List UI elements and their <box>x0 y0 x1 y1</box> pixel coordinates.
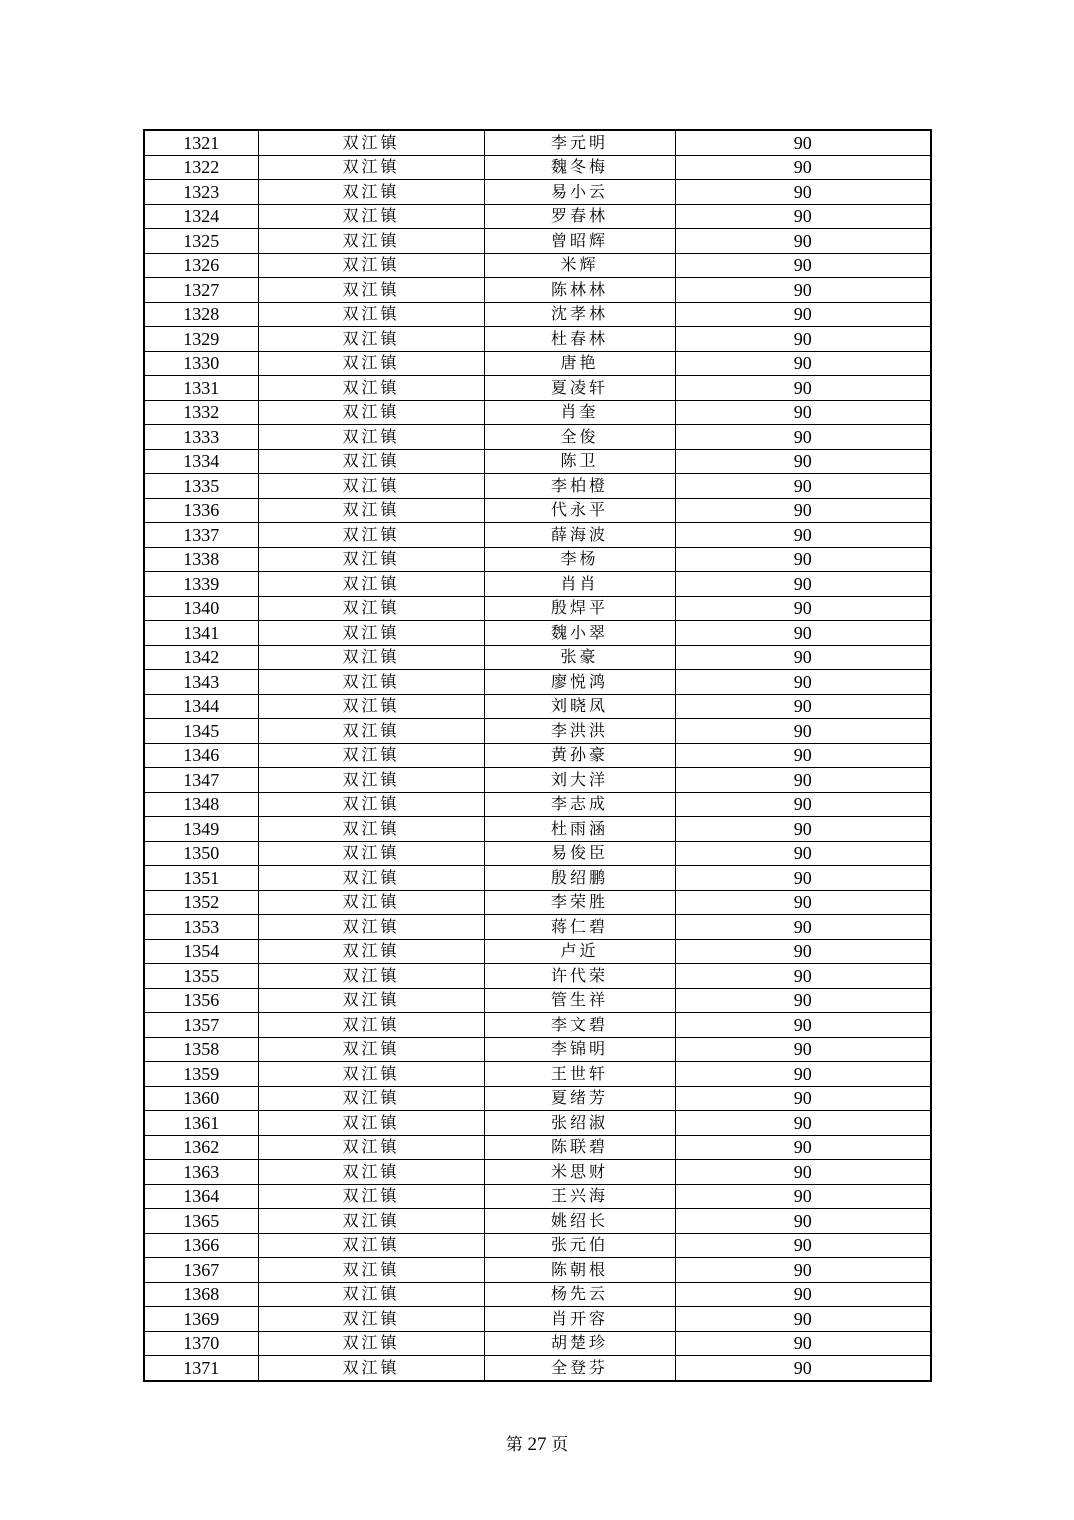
row-number-cell: 1359 <box>144 1062 258 1087</box>
row-number-cell: 1344 <box>144 694 258 719</box>
score-cell: 90 <box>675 302 931 327</box>
score-cell: 90 <box>675 1086 931 1111</box>
person-name-cell: 陈朝根 <box>484 1258 675 1283</box>
person-name-cell: 黄孙豪 <box>484 743 675 768</box>
table-row <box>144 890 931 915</box>
row-number-cell: 1366 <box>144 1233 258 1258</box>
score-cell: 90 <box>675 768 931 793</box>
score-cell: 90 <box>675 866 931 891</box>
town-cell: 双江镇 <box>258 1086 484 1111</box>
row-number-cell: 1330 <box>144 351 258 376</box>
score-cell: 90 <box>675 474 931 499</box>
town-cell: 双江镇 <box>258 768 484 793</box>
town-cell: 双江镇 <box>258 694 484 719</box>
person-name-cell: 魏小翠 <box>484 621 675 646</box>
row-number-cell: 1322 <box>144 155 258 180</box>
person-name-cell: 张绍淑 <box>484 1111 675 1136</box>
score-cell: 90 <box>675 449 931 474</box>
row-number-cell: 1368 <box>144 1282 258 1307</box>
score-cell: 90 <box>675 1062 931 1087</box>
town-cell: 双江镇 <box>258 425 484 450</box>
town-cell: 双江镇 <box>258 180 484 205</box>
row-number-cell: 1340 <box>144 596 258 621</box>
table-row <box>144 351 931 376</box>
town-cell: 双江镇 <box>258 449 484 474</box>
table-row <box>144 645 931 670</box>
score-cell: 90 <box>675 964 931 989</box>
score-cell: 90 <box>675 890 931 915</box>
person-name-cell: 李文碧 <box>484 1013 675 1038</box>
town-cell: 双江镇 <box>258 719 484 744</box>
score-cell: 90 <box>675 1356 931 1381</box>
table-row <box>144 130 931 155</box>
row-number-cell: 1357 <box>144 1013 258 1038</box>
person-name-cell: 肖奎 <box>484 400 675 425</box>
table-row <box>144 621 931 646</box>
person-name-cell: 李锦明 <box>484 1037 675 1062</box>
row-number-cell: 1325 <box>144 229 258 254</box>
score-cell: 90 <box>675 376 931 401</box>
row-number-cell: 1336 <box>144 498 258 523</box>
person-name-cell: 易俊臣 <box>484 841 675 866</box>
person-name-cell: 李荣胜 <box>484 890 675 915</box>
row-number-cell: 1370 <box>144 1331 258 1356</box>
table-row <box>144 1160 931 1185</box>
person-name-cell: 刘大洋 <box>484 768 675 793</box>
town-cell: 双江镇 <box>258 327 484 352</box>
town-cell: 双江镇 <box>258 1331 484 1356</box>
row-number-cell: 1343 <box>144 670 258 695</box>
person-name-cell: 代永平 <box>484 498 675 523</box>
row-number-cell: 1367 <box>144 1258 258 1283</box>
table-row <box>144 425 931 450</box>
town-cell: 双江镇 <box>258 939 484 964</box>
row-number-cell: 1347 <box>144 768 258 793</box>
person-name-cell: 米思财 <box>484 1160 675 1185</box>
row-number-cell: 1356 <box>144 988 258 1013</box>
table-row <box>144 1331 931 1356</box>
person-name-cell: 胡楚珍 <box>484 1331 675 1356</box>
town-cell: 双江镇 <box>258 915 484 940</box>
table-row <box>144 694 931 719</box>
row-number-cell: 1331 <box>144 376 258 401</box>
score-cell: 90 <box>675 939 931 964</box>
town-cell: 双江镇 <box>258 1282 484 1307</box>
score-cell: 90 <box>675 180 931 205</box>
table-body <box>144 130 931 1381</box>
score-cell: 90 <box>675 1282 931 1307</box>
town-cell: 双江镇 <box>258 792 484 817</box>
town-cell: 双江镇 <box>258 1160 484 1185</box>
person-name-cell: 肖开容 <box>484 1307 675 1332</box>
town-cell: 双江镇 <box>258 596 484 621</box>
town-cell: 双江镇 <box>258 130 484 155</box>
row-number-cell: 1348 <box>144 792 258 817</box>
score-cell: 90 <box>675 596 931 621</box>
score-cell: 90 <box>675 253 931 278</box>
score-cell: 90 <box>675 694 931 719</box>
person-name-cell: 殷焊平 <box>484 596 675 621</box>
table-row <box>144 523 931 548</box>
town-cell: 双江镇 <box>258 841 484 866</box>
person-name-cell: 肖肖 <box>484 572 675 597</box>
score-cell: 90 <box>675 572 931 597</box>
person-name-cell: 许代荣 <box>484 964 675 989</box>
town-cell: 双江镇 <box>258 621 484 646</box>
score-cell: 90 <box>675 425 931 450</box>
score-cell: 90 <box>675 327 931 352</box>
table-row <box>144 1307 931 1332</box>
person-name-cell: 杜春林 <box>484 327 675 352</box>
table-row <box>144 1258 931 1283</box>
table-row <box>144 1233 931 1258</box>
town-cell: 双江镇 <box>258 645 484 670</box>
row-number-cell: 1362 <box>144 1135 258 1160</box>
town-cell: 双江镇 <box>258 278 484 303</box>
row-number-cell: 1364 <box>144 1184 258 1209</box>
person-name-cell: 张豪 <box>484 645 675 670</box>
row-number-cell: 1324 <box>144 204 258 229</box>
row-number-cell: 1352 <box>144 890 258 915</box>
person-name-cell: 姚绍长 <box>484 1209 675 1234</box>
table-row <box>144 400 931 425</box>
person-name-cell: 杨先云 <box>484 1282 675 1307</box>
table-row <box>144 768 931 793</box>
town-cell: 双江镇 <box>258 1356 484 1381</box>
table-row <box>144 253 931 278</box>
town-cell: 双江镇 <box>258 1135 484 1160</box>
table-row <box>144 1111 931 1136</box>
row-number-cell: 1329 <box>144 327 258 352</box>
town-cell: 双江镇 <box>258 743 484 768</box>
town-cell: 双江镇 <box>258 400 484 425</box>
row-number-cell: 1339 <box>144 572 258 597</box>
table-row <box>144 915 931 940</box>
town-cell: 双江镇 <box>258 890 484 915</box>
table-row <box>144 866 931 891</box>
score-cell: 90 <box>675 988 931 1013</box>
town-cell: 双江镇 <box>258 351 484 376</box>
town-cell: 双江镇 <box>258 376 484 401</box>
score-cell: 90 <box>675 621 931 646</box>
table-row <box>144 596 931 621</box>
score-cell: 90 <box>675 1233 931 1258</box>
table-row <box>144 792 931 817</box>
score-cell: 90 <box>675 1331 931 1356</box>
person-name-cell: 李元明 <box>484 130 675 155</box>
person-name-cell: 李柏橙 <box>484 474 675 499</box>
person-name-cell: 陈林林 <box>484 278 675 303</box>
row-number-cell: 1341 <box>144 621 258 646</box>
row-number-cell: 1358 <box>144 1037 258 1062</box>
row-number-cell: 1338 <box>144 547 258 572</box>
person-name-cell: 殷绍鹏 <box>484 866 675 891</box>
table-row <box>144 155 931 180</box>
table-row <box>144 1013 931 1038</box>
row-number-cell: 1354 <box>144 939 258 964</box>
score-cell: 90 <box>675 1135 931 1160</box>
score-cell: 90 <box>675 1013 931 1038</box>
town-cell: 双江镇 <box>258 302 484 327</box>
score-cell: 90 <box>675 1209 931 1234</box>
table-row <box>144 841 931 866</box>
person-name-cell: 张元伯 <box>484 1233 675 1258</box>
score-cell: 90 <box>675 1111 931 1136</box>
table-row <box>144 327 931 352</box>
town-cell: 双江镇 <box>258 474 484 499</box>
table-row <box>144 988 931 1013</box>
town-cell: 双江镇 <box>258 866 484 891</box>
row-number-cell: 1371 <box>144 1356 258 1381</box>
table-row <box>144 376 931 401</box>
table-row <box>144 670 931 695</box>
person-name-cell: 杜雨涵 <box>484 817 675 842</box>
table-row <box>144 474 931 499</box>
town-cell: 双江镇 <box>258 204 484 229</box>
town-cell: 双江镇 <box>258 229 484 254</box>
score-cell: 90 <box>675 1307 931 1332</box>
table-row <box>144 1135 931 1160</box>
table-row <box>144 817 931 842</box>
table-row <box>144 572 931 597</box>
score-cell: 90 <box>675 155 931 180</box>
person-name-cell: 李洪洪 <box>484 719 675 744</box>
row-number-cell: 1335 <box>144 474 258 499</box>
table-row <box>144 1062 931 1087</box>
person-name-cell: 蒋仁碧 <box>484 915 675 940</box>
person-name-cell: 曾昭辉 <box>484 229 675 254</box>
score-cell: 90 <box>675 915 931 940</box>
page-number: 27 <box>527 1434 547 1455</box>
town-cell: 双江镇 <box>258 155 484 180</box>
person-name-cell: 罗春林 <box>484 204 675 229</box>
table-row <box>144 449 931 474</box>
table-row <box>144 547 931 572</box>
score-cell: 90 <box>675 130 931 155</box>
town-cell: 双江镇 <box>258 1037 484 1062</box>
score-cell: 90 <box>675 817 931 842</box>
row-number-cell: 1326 <box>144 253 258 278</box>
town-cell: 双江镇 <box>258 964 484 989</box>
person-name-cell: 全登芬 <box>484 1356 675 1381</box>
row-number-cell: 1351 <box>144 866 258 891</box>
town-cell: 双江镇 <box>258 1013 484 1038</box>
town-cell: 双江镇 <box>258 1233 484 1258</box>
score-cell: 90 <box>675 498 931 523</box>
table-row <box>144 1086 931 1111</box>
table-row <box>144 719 931 744</box>
score-cell: 90 <box>675 841 931 866</box>
person-name-cell: 陈卫 <box>484 449 675 474</box>
town-cell: 双江镇 <box>258 1209 484 1234</box>
row-number-cell: 1350 <box>144 841 258 866</box>
row-number-cell: 1355 <box>144 964 258 989</box>
score-cell: 90 <box>675 204 931 229</box>
table-row <box>144 1037 931 1062</box>
table-row <box>144 1282 931 1307</box>
person-name-cell: 唐艳 <box>484 351 675 376</box>
town-cell: 双江镇 <box>258 1111 484 1136</box>
table-row <box>144 1184 931 1209</box>
page-prefix: 第 <box>505 1435 523 1455</box>
table-row <box>144 278 931 303</box>
table-row <box>144 302 931 327</box>
row-number-cell: 1345 <box>144 719 258 744</box>
score-cell: 90 <box>675 670 931 695</box>
town-cell: 双江镇 <box>258 1062 484 1087</box>
table-row <box>144 964 931 989</box>
data-table <box>143 129 932 1382</box>
person-name-cell: 夏凌轩 <box>484 376 675 401</box>
row-number-cell: 1332 <box>144 400 258 425</box>
person-name-cell: 米辉 <box>484 253 675 278</box>
town-cell: 双江镇 <box>258 670 484 695</box>
row-number-cell: 1365 <box>144 1209 258 1234</box>
person-name-cell: 王世轩 <box>484 1062 675 1087</box>
town-cell: 双江镇 <box>258 1307 484 1332</box>
score-cell: 90 <box>675 351 931 376</box>
person-name-cell: 全俊 <box>484 425 675 450</box>
person-name-cell: 李杨 <box>484 547 675 572</box>
town-cell: 双江镇 <box>258 498 484 523</box>
score-cell: 90 <box>675 278 931 303</box>
person-name-cell: 陈联碧 <box>484 1135 675 1160</box>
person-name-cell: 管生祥 <box>484 988 675 1013</box>
person-name-cell: 魏冬梅 <box>484 155 675 180</box>
table-row <box>144 939 931 964</box>
table-row <box>144 498 931 523</box>
town-cell: 双江镇 <box>258 572 484 597</box>
row-number-cell: 1353 <box>144 915 258 940</box>
town-cell: 双江镇 <box>258 547 484 572</box>
person-name-cell: 易小云 <box>484 180 675 205</box>
page-suffix: 页 <box>551 1435 569 1455</box>
town-cell: 双江镇 <box>258 1184 484 1209</box>
row-number-cell: 1346 <box>144 743 258 768</box>
score-cell: 90 <box>675 229 931 254</box>
row-number-cell: 1369 <box>144 1307 258 1332</box>
row-number-cell: 1342 <box>144 645 258 670</box>
score-cell: 90 <box>675 743 931 768</box>
town-cell: 双江镇 <box>258 253 484 278</box>
score-cell: 90 <box>675 1160 931 1185</box>
table-row <box>144 1356 931 1381</box>
row-number-cell: 1327 <box>144 278 258 303</box>
row-number-cell: 1333 <box>144 425 258 450</box>
table-row <box>144 229 931 254</box>
person-name-cell: 夏绪芳 <box>484 1086 675 1111</box>
row-number-cell: 1321 <box>144 130 258 155</box>
row-number-cell: 1349 <box>144 817 258 842</box>
table-row <box>144 204 931 229</box>
table-row <box>144 1209 931 1234</box>
town-cell: 双江镇 <box>258 1258 484 1283</box>
row-number-cell: 1360 <box>144 1086 258 1111</box>
score-cell: 90 <box>675 645 931 670</box>
town-cell: 双江镇 <box>258 988 484 1013</box>
person-name-cell: 薛海波 <box>484 523 675 548</box>
row-number-cell: 1328 <box>144 302 258 327</box>
town-cell: 双江镇 <box>258 817 484 842</box>
person-name-cell: 王兴海 <box>484 1184 675 1209</box>
person-name-cell: 廖悦鸿 <box>484 670 675 695</box>
score-cell: 90 <box>675 547 931 572</box>
row-number-cell: 1337 <box>144 523 258 548</box>
table-row <box>144 743 931 768</box>
person-name-cell: 沈孝林 <box>484 302 675 327</box>
row-number-cell: 1323 <box>144 180 258 205</box>
person-name-cell: 李志成 <box>484 792 675 817</box>
score-cell: 90 <box>675 1184 931 1209</box>
row-number-cell: 1334 <box>144 449 258 474</box>
town-cell: 双江镇 <box>258 523 484 548</box>
score-cell: 90 <box>675 1037 931 1062</box>
score-cell: 90 <box>675 1258 931 1283</box>
score-cell: 90 <box>675 792 931 817</box>
score-cell: 90 <box>675 523 931 548</box>
score-cell: 90 <box>675 400 931 425</box>
table-row <box>144 180 931 205</box>
page-footer <box>0 1430 1074 1456</box>
score-cell: 90 <box>675 719 931 744</box>
person-name-cell: 卢近 <box>484 939 675 964</box>
row-number-cell: 1363 <box>144 1160 258 1185</box>
row-number-cell: 1361 <box>144 1111 258 1136</box>
person-name-cell: 刘晓凤 <box>484 694 675 719</box>
